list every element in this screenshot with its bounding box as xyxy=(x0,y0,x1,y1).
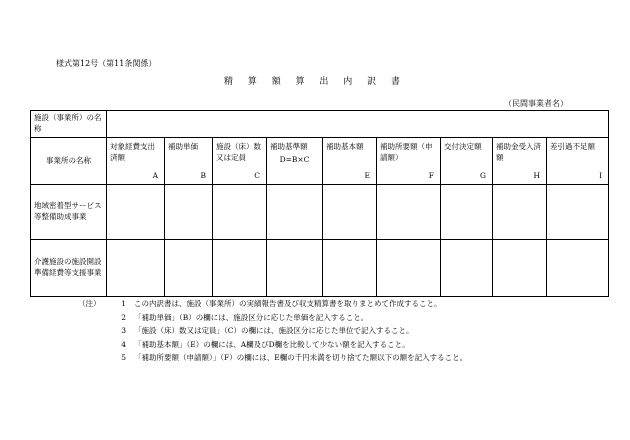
cell-i[interactable] xyxy=(547,240,609,297)
table-row xyxy=(31,240,609,297)
cell-c[interactable] xyxy=(213,240,267,297)
note-item: 3 「施設（床）数又は定員」（C）の欄には、施設区分に応じた単位で記入すること。 xyxy=(121,326,414,335)
cell-h[interactable] xyxy=(493,185,547,240)
facility-value[interactable] xyxy=(107,111,609,138)
header-row xyxy=(31,138,609,185)
cell-a[interactable] xyxy=(107,240,165,297)
cell-b[interactable] xyxy=(165,185,213,240)
table-row xyxy=(31,185,609,240)
cell-b[interactable] xyxy=(165,240,213,297)
cell-a[interactable] xyxy=(107,185,165,240)
applicant-name: （民間事業者名） xyxy=(504,99,568,108)
col-header-g: 交付決定額 G xyxy=(441,138,493,185)
cell-c[interactable] xyxy=(213,185,267,240)
form-id: 様式第12号（第11条関係） xyxy=(56,59,157,68)
document-title: 精 算 額 算 出 内 訳 書 xyxy=(223,77,407,87)
col-header-a: 対象経費支出済額 A xyxy=(107,138,165,185)
facility-row xyxy=(31,111,609,138)
col-header-c: 施設（床）数又は定員 C xyxy=(213,138,267,185)
col-header-h: 補助金受入済額 H xyxy=(493,138,547,185)
col-header-i: 差引過不足額 I xyxy=(547,138,609,185)
notes xyxy=(78,297,467,365)
note-item: 2 「補助単価」（B）の欄には、施設区分に応じた単価を記入すること。 xyxy=(121,312,369,322)
facility-label: 施設（事業所）の名称 xyxy=(31,111,107,138)
cell-e[interactable] xyxy=(323,185,377,240)
cell-d[interactable] xyxy=(267,185,323,240)
business-name-header: 事業所の名称 xyxy=(31,138,107,185)
cell-f[interactable] xyxy=(377,240,441,297)
row-label: 地域密着型サービス等整備助成事業 xyxy=(31,185,107,240)
cell-d[interactable] xyxy=(267,240,323,297)
cell-f[interactable] xyxy=(377,185,441,240)
note-item: （注） 1 この内訳書は、施設（事業所）の実績報告書及び収支精算書を取りまとめて作成すること。 xyxy=(78,299,442,308)
cell-g[interactable] xyxy=(441,240,493,297)
col-header-d: 補助基準額 D=B×C xyxy=(267,138,323,185)
calculation-table xyxy=(30,110,609,297)
cell-e[interactable] xyxy=(323,240,377,297)
cell-i[interactable] xyxy=(547,185,609,240)
row-label: 介護施設の施設開設準備経費等支援事業 xyxy=(31,240,107,297)
col-header-b: 補助単価 B xyxy=(165,138,213,185)
cell-h[interactable] xyxy=(493,240,547,297)
cell-g[interactable] xyxy=(441,185,493,240)
note-item: 5 「補助所要額（申請額）」（F）の欄には、E欄の千円未満を切り捨てた額以下の額を記入すること。 xyxy=(121,353,468,362)
col-header-f: 補助所要額（申請額） F xyxy=(377,138,441,185)
col-header-e: 補助基本額 E xyxy=(323,138,377,185)
note-item: 4 「補助基本額」（E）の欄には、A欄及びD欄を比較して少ない額を記入すること。 xyxy=(121,339,410,349)
